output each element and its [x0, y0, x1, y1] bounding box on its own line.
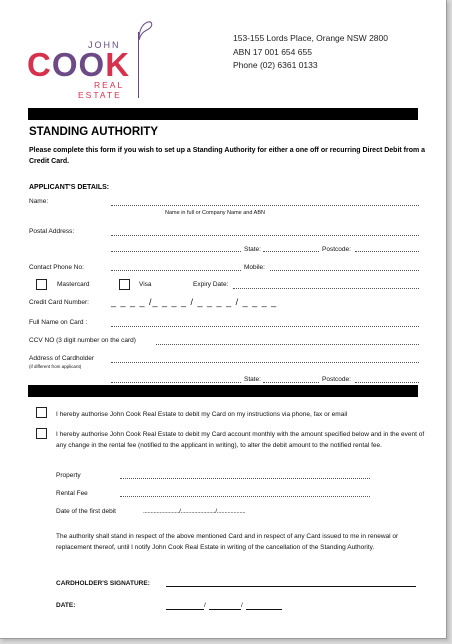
- form-title: STANDING AUTHORITY: [29, 126, 159, 138]
- signature-label: CARDHOLDER'S SIGNATURE:: [56, 580, 150, 587]
- postal-field[interactable]: [111, 235, 419, 236]
- state-field[interactable]: [263, 251, 319, 252]
- logo-estate: ESTATE: [78, 90, 122, 100]
- agency-address: 153-155 Lords Place, Orange NSW 2800: [233, 33, 388, 43]
- postcode-field[interactable]: [355, 251, 419, 252]
- top-divider-bar: [28, 108, 418, 120]
- ccv-field[interactable]: [156, 344, 419, 345]
- date-slash-1: /: [204, 602, 206, 609]
- middle-divider-bar: [28, 385, 418, 397]
- name-field[interactable]: [111, 205, 419, 206]
- postal-field-line2[interactable]: [111, 251, 241, 252]
- date-month-field[interactable]: [209, 609, 241, 610]
- postcode2-label: Postcode:: [322, 376, 351, 383]
- signature-field[interactable]: [166, 586, 416, 587]
- visa-checkbox[interactable]: [119, 279, 130, 290]
- cardholder-address-label: Address of Cardholder: [29, 355, 95, 362]
- mastercard-label: Mastercard: [57, 281, 90, 288]
- expiry-field[interactable]: [233, 288, 419, 289]
- mobile-field[interactable]: [270, 270, 419, 271]
- date-slash-2: /: [241, 602, 243, 609]
- mastercard-checkbox[interactable]: [36, 279, 47, 290]
- cardholder-address-field[interactable]: [111, 362, 419, 363]
- agency-phone: Phone (02) 6361 0133: [233, 60, 318, 70]
- state2-field[interactable]: [263, 382, 319, 383]
- logo-john: JOHN: [88, 40, 121, 50]
- ccv-label: CCV NO (3 digit number on the card): [29, 337, 136, 344]
- logo-letters-oo: OO: [51, 46, 106, 83]
- date-label: DATE:: [56, 602, 76, 609]
- auth-monthly-checkbox[interactable]: [36, 428, 47, 439]
- cardholder-address-field-line2[interactable]: [111, 382, 241, 383]
- logo-real: REAL: [94, 80, 125, 90]
- postcode-label: Postcode:: [322, 246, 351, 253]
- phone-label: Contact Phone No:: [29, 264, 84, 271]
- state-label: State:: [244, 246, 261, 253]
- logo-cook: [27, 48, 130, 81]
- mobile-label: Mobile:: [244, 264, 265, 271]
- fullname-label: Full Name on Card :: [29, 319, 88, 326]
- date-year-field[interactable]: [246, 609, 282, 610]
- postal-label: Postal Address:: [29, 228, 75, 235]
- fullname-field[interactable]: [111, 326, 419, 327]
- state2-label: State:: [244, 376, 261, 383]
- property-field[interactable]: [120, 478, 370, 479]
- standing-authority-text: The authority shall stand in respect of the above mentioned Card and in respect of any Card issued to me in renewal or replacement thereof, until I notify John Cook Real Estate in writing of the cancellation of the Standing Authority.: [56, 533, 399, 551]
- rental-fee-field[interactable]: [120, 496, 370, 497]
- auth-once-text: I hereby authorise John Cook Real Estate to debit my Card on my instructions via phone, fax or email: [56, 411, 348, 418]
- leaf-icon: [136, 18, 156, 42]
- cardholder-address-note: (if different from applicant): [29, 364, 82, 369]
- expiry-label: Expiry Date:: [193, 281, 229, 288]
- phone-field[interactable]: [111, 270, 241, 271]
- rental-fee-label: Rental Fee: [56, 490, 88, 497]
- logo-letter-c: C: [27, 46, 52, 83]
- name-label: Name:: [29, 198, 49, 205]
- cc-number-field[interactable]: _ _ _ _ /_ _ _ _ / _ _ _ _ / _ _ _ _: [111, 297, 278, 307]
- first-debit-field[interactable]: ......................../......................./...................: [143, 508, 246, 515]
- auth-once-checkbox[interactable]: [36, 407, 47, 418]
- auth-monthly-text: I hereby authorise John Cook Real Estate to debit my Card account monthly with the amount specified below and in the event of any change in the rental fee (notified to the applicant in writing), to alter the debit amount to the notified rental fee.: [56, 431, 425, 449]
- applicant-heading: APPLICANT'S DETAILS:: [29, 184, 110, 191]
- logo-letter-k: K: [105, 46, 131, 83]
- postcode2-field[interactable]: [355, 382, 419, 383]
- visa-label: Visa: [139, 281, 152, 288]
- first-debit-label: Date of the first debit: [56, 508, 116, 515]
- cc-label: Credit Card Number:: [29, 299, 89, 306]
- name-hint: Name in full or Company Name and ABN: [165, 210, 265, 216]
- agency-abn: ABN 17 001 654 655: [233, 47, 312, 57]
- date-day-field[interactable]: [166, 609, 204, 610]
- form-intro: Please complete this form if you wish to set up a Standing Authority for either a one off or recurring Direct Debit from a Credit Card.: [29, 147, 426, 165]
- property-label: Property: [56, 472, 81, 479]
